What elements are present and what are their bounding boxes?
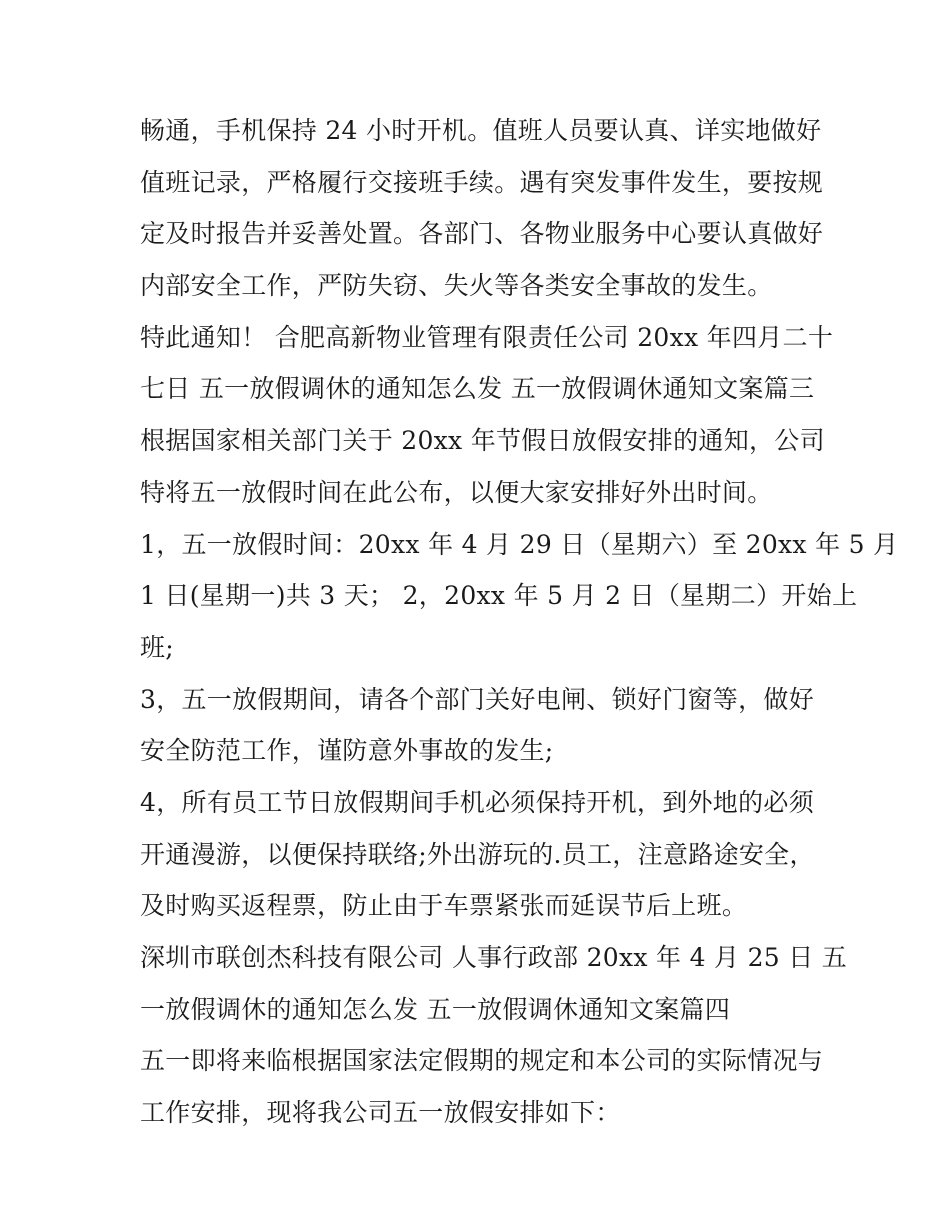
text-line: 4，所有员工节日放假期间手机必须保持开机，到外地的必须 — [140, 787, 815, 817]
text-line: 安全防范工作，谨防意外事故的发生; — [140, 736, 554, 766]
text-line: 一放假调休的通知怎么发 五一放假调休通知文案篇四 — [140, 994, 731, 1024]
text-line: 深圳市联创杰科技有限公司 人事行政部 20xx 年 4 月 25 日 五 — [140, 943, 848, 972]
text-line: 班; — [140, 632, 175, 662]
text-line: 根据国家相关部门关于 20xx 年节假日放假安排的通知，公司 — [140, 426, 825, 456]
text-line: 值班记录，严格履行交接班手续。遇有突发事件发生，要按规 — [140, 167, 824, 197]
text-line: 五一即将来临根据国家法定假期的规定和本公司的实际情况与 — [140, 1046, 824, 1076]
text-line: 七日 五一放假调休的通知怎么发 五一放假调休通知文案篇三 — [140, 374, 815, 404]
text-line: 及时购买返程票，防止由于车票紧张而延误节后上班。 — [140, 891, 748, 921]
text-line: 内部安全工作，严防失窃、失火等各类安全事故的发生。 — [140, 271, 773, 301]
text-line: 畅通，手机保持 24 小时开机。值班人员要认真、详实地做好 — [140, 116, 822, 145]
text-line: 定及时报告并妥善处置。各部门、各物业服务中心要认真做好 — [140, 219, 824, 249]
text-line: 3，五一放假期间，请各个部门关好电闸、锁好门窗等，做好 — [140, 684, 815, 714]
text-line: 工作安排，现将我公司五一放假安排如下： — [140, 1098, 621, 1128]
text-line: 特此通知！ 合肥高新物业管理有限责任公司 20xx 年四月二十 — [140, 322, 834, 352]
text-line: 特将五一放假时间在此公布，以便大家安排好外出时间。 — [140, 477, 773, 507]
text-line: 1 日(星期一)共 3 天； 2，20xx 年 5 月 2 日（星期二）开始上 — [140, 581, 858, 611]
text-line: 1，五一放假时间：20xx 年 4 月 29 日（星期六）至 20xx 年 5 月 — [140, 529, 899, 559]
text-line: 开通漫游，以便保持联络;外出游玩的.员工，注意路途安全， — [140, 839, 815, 869]
document-body — [140, 105, 899, 1139]
